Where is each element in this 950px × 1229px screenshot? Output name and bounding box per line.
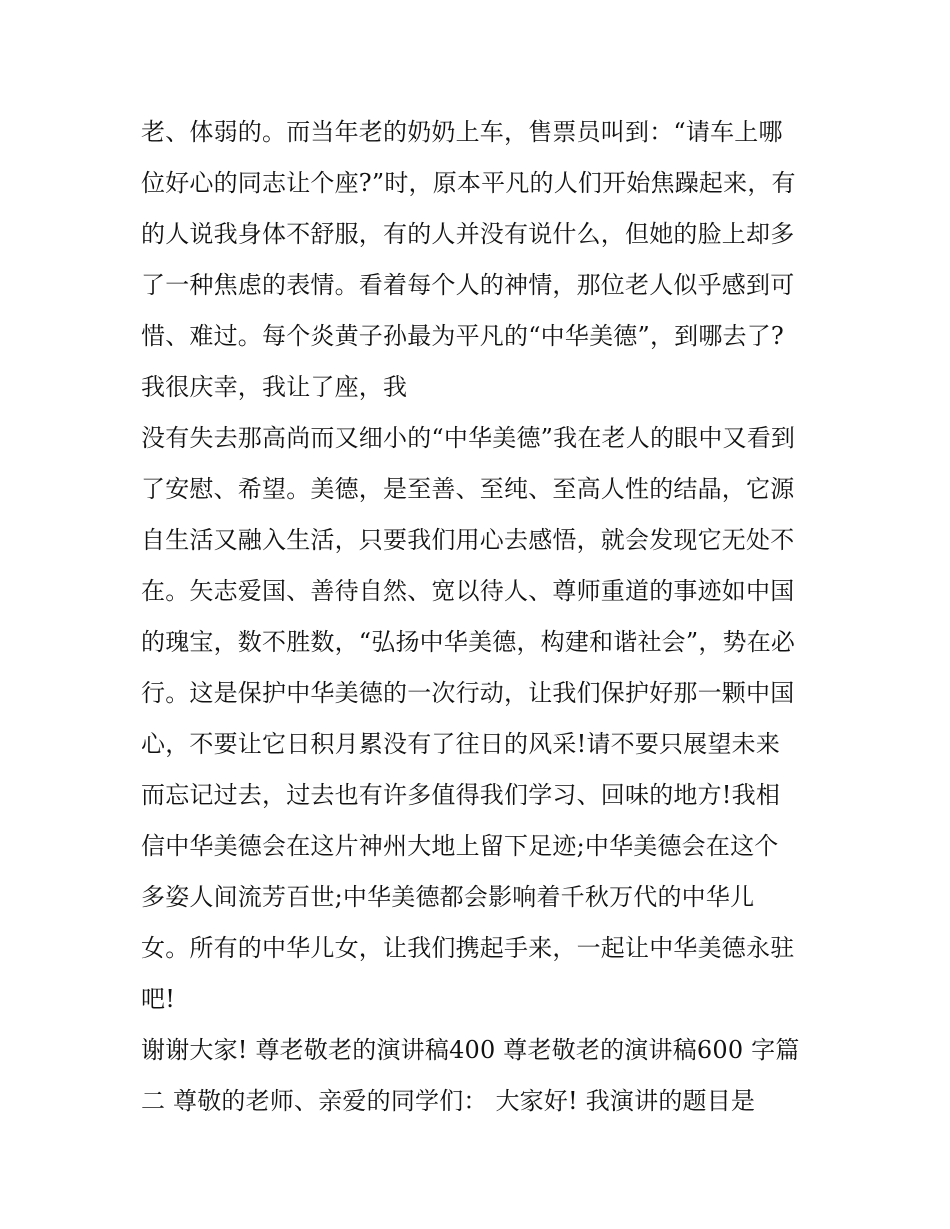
- text-line: 吧!: [141, 985, 176, 1013]
- text-line: 而忘记过去，过去也有许多值得我们学习、回味的地方!我相: [141, 781, 781, 809]
- text-line: 位好心的同志让个座?”时，原本平凡的人们开始焦躁起来，有: [141, 169, 796, 197]
- body-text: [141, 107, 831, 1127]
- text-line: 我很庆幸，我让了座，我: [141, 373, 408, 401]
- text-line: 没有失去那高尚而又细小的“中华美德”我在老人的眼中又看到: [141, 424, 796, 452]
- text-line: 信中华美德会在这片神州大地上留下足迹;中华美德会在这个: [141, 832, 779, 860]
- text-line: 的瑰宝，数不胜数，“弘扬中华美德，构建和谐社会”，势在必: [141, 628, 796, 656]
- text-line: 了安慰、希望。美德，是至善、至纯、至高人性的结晶，它源: [141, 475, 795, 503]
- text-line: 行。这是保护中华美德的一次行动，让我们保护好那一颗中国: [141, 679, 795, 707]
- text-line: 惜、难过。每个炎黄子孙最为平凡的“中华美德”，到哪去了?: [141, 322, 785, 350]
- text-line: 二 尊敬的老师、亲爱的同学们： 大家好! 我演讲的题目是: [141, 1087, 756, 1115]
- text-line: 女。所有的中华儿女，让我们携起手来，一起让中华美德永驻: [141, 934, 795, 962]
- text-line: 谢谢大家! 尊老敬老的演讲稿400 尊老敬老的演讲稿600 字篇: [141, 1036, 800, 1064]
- text-line: 心，不要让它日积月累没有了往日的风采!请不要只展望未来: [141, 730, 781, 758]
- text-line: 老、体弱的。而当年老的奶奶上车，售票员叫到：“请车上哪: [141, 118, 783, 146]
- text-line: 自生活又融入生活，只要我们用心去感悟，就会发现它无处不: [141, 526, 795, 554]
- text-line: 的人说我身体不舒服，有的人并没有说什么，但她的脸上却多: [141, 220, 795, 248]
- text-line: 了一种焦虑的表情。看着每个人的神情，那位老人似乎感到可: [141, 271, 795, 299]
- text-line: 多姿人间流芳百世;中华美德都会影响着千秋万代的中华儿: [141, 883, 755, 911]
- text-line: 在。矢志爱国、善待自然、宽以待人、尊师重道的事迹如中国: [141, 577, 795, 605]
